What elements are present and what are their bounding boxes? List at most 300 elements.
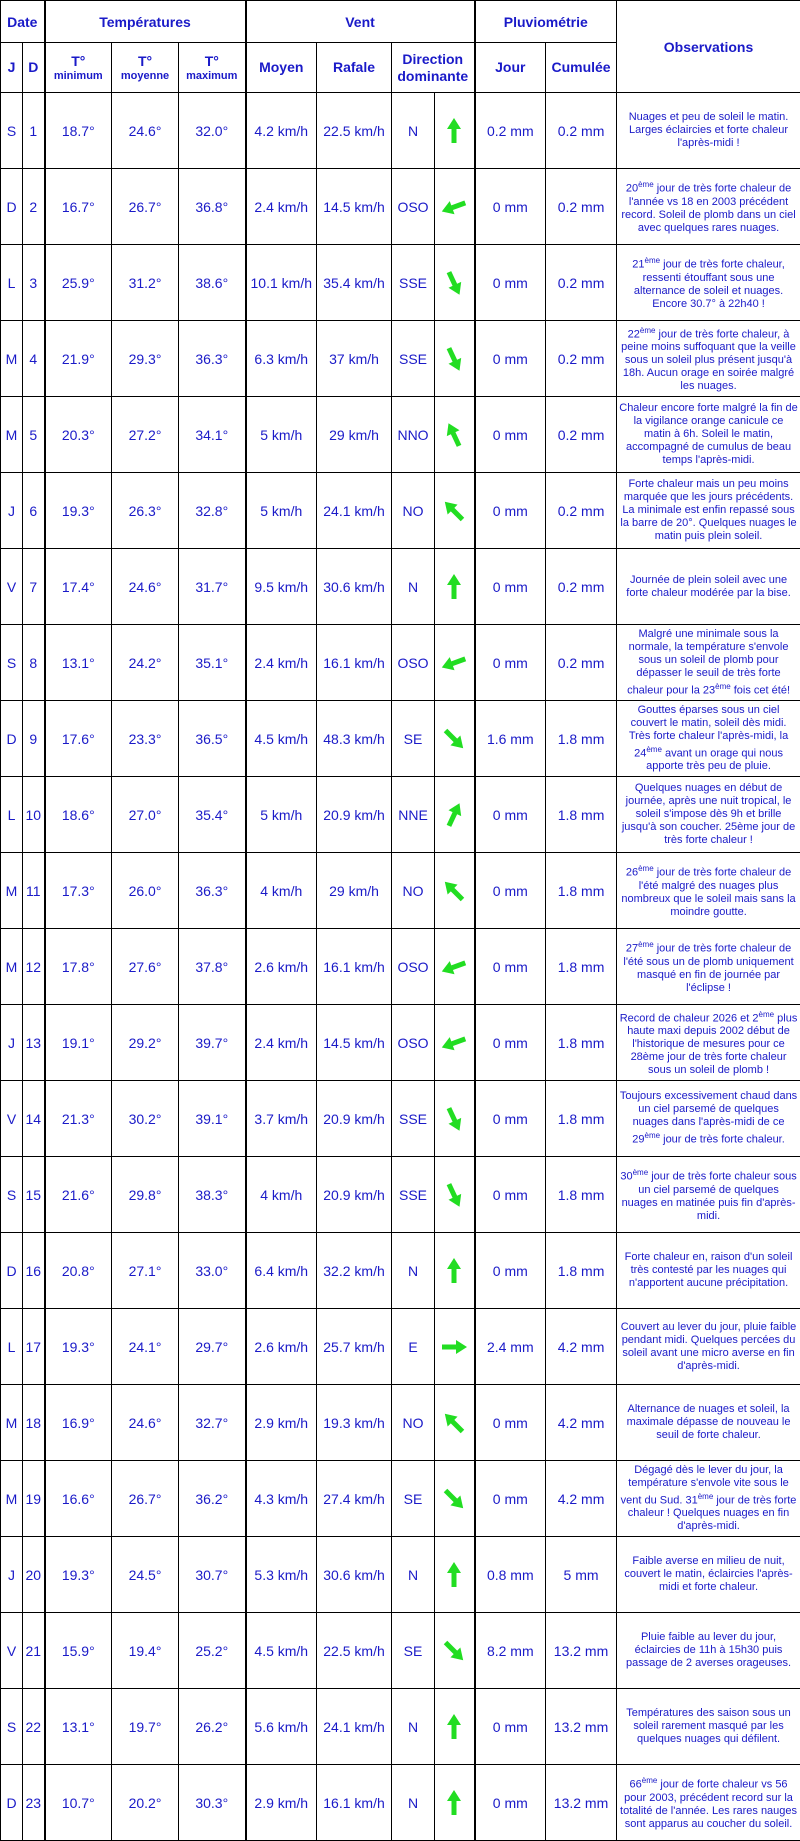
tmoy-cell: 27.2° — [112, 397, 179, 473]
observation-cell — [617, 1689, 800, 1765]
wind-arrow-icon — [439, 116, 469, 146]
rain-cumul-cell: 1.8 mm — [546, 1005, 617, 1081]
weekday-cell: M — [1, 929, 23, 1005]
wind-arrow-icon — [439, 1408, 469, 1438]
wind-avg-cell: 5.6 km/h — [246, 1689, 317, 1765]
rain-day-cell: 0 mm — [475, 245, 546, 321]
observation-cell — [617, 1233, 800, 1309]
rain-day-cell: 0 mm — [475, 321, 546, 397]
wind-arrow-cell — [435, 1765, 475, 1841]
observation-text-start: 26 — [626, 867, 638, 879]
wind-dir-cell: SSE — [392, 1081, 435, 1157]
observation-cell — [617, 929, 800, 1005]
ordinal-suffix: ème — [633, 1168, 649, 1177]
wind-gust-cell: 30.6 km/h — [317, 549, 392, 625]
tmin-cell: 16.6° — [45, 1461, 112, 1537]
header-temperatures: Températures — [45, 1, 246, 43]
observation-text-main: jour de très forte chaleur. — [660, 1134, 785, 1146]
header-tmax — [179, 43, 246, 93]
observation-text-start: Dégagé dès le lever du jour, la température s'envole vite sous le vent du Sud. 31 — [621, 1464, 789, 1507]
weekday-cell: M — [1, 853, 23, 929]
observation-cell — [617, 473, 800, 549]
observation-text — [619, 1690, 798, 1764]
wind-arrow-cell — [435, 701, 475, 777]
table-row — [1, 853, 800, 929]
observation-cell — [617, 549, 800, 625]
tmax-cell: 35.4° — [179, 777, 246, 853]
day-cell: 12 — [23, 929, 45, 1005]
wind-arrow-cell — [435, 1005, 475, 1081]
wind-dir-cell: N — [392, 1689, 435, 1765]
wind-gust-cell: 16.1 km/h — [317, 625, 392, 701]
observation-text — [619, 398, 798, 472]
weekday-cell: M — [1, 1461, 23, 1537]
wind-arrow-icon — [439, 1332, 469, 1362]
wind-dir-cell: N — [392, 1765, 435, 1841]
ordinal-suffix: ème — [645, 1131, 661, 1140]
rain-cumul-cell: 4.2 mm — [546, 1309, 617, 1385]
tmax-cell: 39.1° — [179, 1081, 246, 1157]
day-cell: 13 — [23, 1005, 45, 1081]
wind-gust-cell: 25.7 km/h — [317, 1309, 392, 1385]
tmoy-cell: 19.7° — [112, 1689, 179, 1765]
rain-day-cell: 0 mm — [475, 1081, 546, 1157]
observation-text-main: Forte chaleur en, raison d'un soleil très contesté par les nuages qui n'apportent aucune précipitation. — [625, 1251, 793, 1289]
tmax-cell: 38.3° — [179, 1157, 246, 1233]
tmax-cell: 36.2° — [179, 1461, 246, 1537]
wind-dir-cell: OSO — [392, 1005, 435, 1081]
observation-text-main: jour de forte chaleur vs 56 pour 2003, précédent record sur la totalité de l'année. Les rares nauges sont apparus au coucher du soleil. — [620, 1779, 797, 1830]
observation-text-main: jour de très forte chaleur ! Quelques nuages en fin d'après-midi. — [628, 1494, 797, 1532]
tmin-cell: 17.4° — [45, 549, 112, 625]
ordinal-suffix: ème — [638, 864, 654, 873]
wind-dir-cell: SE — [392, 1461, 435, 1537]
wind-avg-cell: 4 km/h — [246, 853, 317, 929]
tmoy-cell: 30.2° — [112, 1081, 179, 1157]
header-weekday: J — [1, 43, 23, 93]
observation-cell — [617, 321, 800, 397]
wind-dir-cell: NO — [392, 853, 435, 929]
wind-gust-cell: 14.5 km/h — [317, 169, 392, 245]
rain-day-cell: 0 mm — [475, 1765, 546, 1841]
wind-gust-cell: 14.5 km/h — [317, 1005, 392, 1081]
header-rain-cumul: Cumulée — [546, 43, 617, 93]
weekday-cell: M — [1, 1385, 23, 1461]
observation-text — [619, 1462, 798, 1536]
rain-day-cell: 0 mm — [475, 1157, 546, 1233]
tmin-cell: 17.6° — [45, 701, 112, 777]
table-row — [1, 1461, 800, 1537]
tmoy-cell: 19.4° — [112, 1613, 179, 1689]
day-cell: 23 — [23, 1765, 45, 1841]
weekday-cell: S — [1, 1689, 23, 1765]
tmax-cell: 26.2° — [179, 1689, 246, 1765]
wind-arrow-cell — [435, 1081, 475, 1157]
rain-cumul-cell: 13.2 mm — [546, 1689, 617, 1765]
wind-avg-cell: 4.3 km/h — [246, 1461, 317, 1537]
rain-day-cell: 0 mm — [475, 929, 546, 1005]
header-tmax-label: maximum — [179, 70, 245, 82]
observation-text — [619, 246, 798, 320]
wind-avg-cell: 3.7 km/h — [246, 1081, 317, 1157]
wind-avg-cell: 10.1 km/h — [246, 245, 317, 321]
wind-dir-cell: N — [392, 549, 435, 625]
observation-text-main: Couvert au lever du jour, pluie faible pendant midi. Quelques percées du soleil avant une micro averse en fin d'après-midi. — [621, 1321, 797, 1372]
wind-arrow-icon — [439, 572, 469, 602]
weekday-cell: S — [1, 1157, 23, 1233]
tmin-cell: 25.9° — [45, 245, 112, 321]
wind-dir-cell: NO — [392, 1385, 435, 1461]
table-row — [1, 321, 800, 397]
rain-cumul-cell: 13.2 mm — [546, 1765, 617, 1841]
observation-cell — [617, 701, 800, 777]
rain-cumul-cell: 0.2 mm — [546, 397, 617, 473]
tmin-cell: 21.6° — [45, 1157, 112, 1233]
wind-arrow-cell — [435, 1309, 475, 1385]
wind-avg-cell: 6.3 km/h — [246, 321, 317, 397]
rain-day-cell: 0 mm — [475, 625, 546, 701]
rain-cumul-cell: 1.8 mm — [546, 777, 617, 853]
observation-cell — [617, 1385, 800, 1461]
tmin-cell: 20.8° — [45, 1233, 112, 1309]
wind-avg-cell: 6.4 km/h — [246, 1233, 317, 1309]
wind-arrow-icon — [439, 1636, 469, 1666]
wind-arrow-icon — [439, 1256, 469, 1286]
observation-cell — [617, 1081, 800, 1157]
tmoy-cell: 26.7° — [112, 1461, 179, 1537]
wind-avg-cell: 5 km/h — [246, 777, 317, 853]
wind-arrow-cell — [435, 1537, 475, 1613]
wind-arrow-cell — [435, 321, 475, 397]
table-row — [1, 245, 800, 321]
wind-avg-cell: 2.4 km/h — [246, 1005, 317, 1081]
day-cell: 17 — [23, 1309, 45, 1385]
observation-text — [619, 322, 798, 396]
wind-dir-cell: SSE — [392, 321, 435, 397]
wind-gust-cell: 20.9 km/h — [317, 1157, 392, 1233]
rain-cumul-cell: 0.2 mm — [546, 625, 617, 701]
table-row — [1, 1157, 800, 1233]
observation-text — [619, 94, 798, 168]
wind-avg-cell: 2.6 km/h — [246, 1309, 317, 1385]
observation-text-main: fois cet été! — [731, 684, 790, 696]
observation-cell — [617, 853, 800, 929]
tmin-cell: 19.3° — [45, 1309, 112, 1385]
tmax-cell: 36.5° — [179, 701, 246, 777]
rain-cumul-cell: 4.2 mm — [546, 1385, 617, 1461]
day-cell: 10 — [23, 777, 45, 853]
observation-cell — [617, 1005, 800, 1081]
wind-dir-cell: N — [392, 93, 435, 169]
observation-text — [619, 550, 798, 624]
header-tmoy-symbol: T° — [138, 53, 152, 69]
wind-gust-cell: 29 km/h — [317, 853, 392, 929]
tmoy-cell: 24.2° — [112, 625, 179, 701]
wind-arrow-cell — [435, 1385, 475, 1461]
header-tmin-symbol: T° — [71, 53, 85, 69]
weekday-cell: V — [1, 549, 23, 625]
tmax-cell: 34.1° — [179, 397, 246, 473]
ordinal-suffix: ème — [698, 1492, 714, 1501]
wind-arrow-cell — [435, 93, 475, 169]
wind-arrow-cell — [435, 1613, 475, 1689]
tmoy-cell: 29.2° — [112, 1005, 179, 1081]
rain-cumul-cell: 0.2 mm — [546, 169, 617, 245]
tmax-cell: 36.8° — [179, 169, 246, 245]
tmax-cell: 25.2° — [179, 1613, 246, 1689]
tmax-cell: 32.0° — [179, 93, 246, 169]
observation-text — [619, 1006, 798, 1080]
rain-cumul-cell: 1.8 mm — [546, 701, 617, 777]
header-day: D — [23, 43, 45, 93]
table-row — [1, 169, 800, 245]
observation-text — [619, 1158, 798, 1232]
table-row — [1, 1081, 800, 1157]
wind-gust-cell: 22.5 km/h — [317, 1613, 392, 1689]
tmin-cell: 17.8° — [45, 929, 112, 1005]
tmax-cell: 32.8° — [179, 473, 246, 549]
day-cell: 5 — [23, 397, 45, 473]
observation-text — [619, 778, 798, 852]
wind-avg-cell: 9.5 km/h — [246, 549, 317, 625]
day-cell: 21 — [23, 1613, 45, 1689]
observation-text — [619, 930, 798, 1004]
rain-day-cell: 0 mm — [475, 549, 546, 625]
day-cell: 8 — [23, 625, 45, 701]
weekday-cell: M — [1, 397, 23, 473]
observation-text — [619, 474, 798, 548]
tmoy-cell: 27.6° — [112, 929, 179, 1005]
ordinal-suffix: ème — [638, 180, 654, 189]
ordinal-suffix: ème — [640, 326, 656, 335]
tmax-cell: 36.3° — [179, 321, 246, 397]
rain-cumul-cell: 0.2 mm — [546, 245, 617, 321]
wind-arrow-cell — [435, 1233, 475, 1309]
tmin-cell: 19.1° — [45, 1005, 112, 1081]
rain-cumul-cell: 1.8 mm — [546, 929, 617, 1005]
observation-cell — [617, 1537, 800, 1613]
day-cell: 14 — [23, 1081, 45, 1157]
tmin-cell: 20.3° — [45, 397, 112, 473]
observation-text — [619, 702, 798, 776]
wind-gust-cell: 48.3 km/h — [317, 701, 392, 777]
rain-day-cell: 0 mm — [475, 1005, 546, 1081]
table-row — [1, 1233, 800, 1309]
wind-arrow-icon — [439, 800, 469, 830]
rain-day-cell: 0 mm — [475, 853, 546, 929]
tmax-cell: 30.3° — [179, 1765, 246, 1841]
tmoy-cell: 27.0° — [112, 777, 179, 853]
wind-arrow-icon — [439, 1104, 469, 1134]
table-row — [1, 1613, 800, 1689]
wind-arrow-icon — [439, 1484, 469, 1514]
tmax-cell: 35.1° — [179, 625, 246, 701]
header-tmoy — [112, 43, 179, 93]
wind-dir-cell: NNO — [392, 397, 435, 473]
ordinal-suffix: ème — [638, 940, 654, 949]
tmin-cell: 10.7° — [45, 1765, 112, 1841]
weekday-cell: S — [1, 625, 23, 701]
tmoy-cell: 29.8° — [112, 1157, 179, 1233]
observation-cell — [617, 777, 800, 853]
wind-avg-cell: 2.4 km/h — [246, 169, 317, 245]
wind-gust-cell: 16.1 km/h — [317, 1765, 392, 1841]
wind-avg-cell: 2.9 km/h — [246, 1765, 317, 1841]
rain-cumul-cell: 1.8 mm — [546, 853, 617, 929]
tmoy-cell: 23.3° — [112, 701, 179, 777]
observation-text-main: Températures des saison sous un soleil rarement masqué par les quelques nuages qui défilent. — [626, 1707, 790, 1745]
tmin-cell: 19.3° — [45, 1537, 112, 1613]
tmax-cell: 37.8° — [179, 929, 246, 1005]
ordinal-suffix: ème — [645, 256, 661, 265]
observation-text-main: Quelques nuages en début de journée, après une nuit tropical, le soleil s'impose dès 9h et brille jusqu'à son coucher. 25ème jour de très forte chaleur ! — [622, 782, 795, 846]
wind-dir-cell: E — [392, 1309, 435, 1385]
wind-dir-cell: OSO — [392, 169, 435, 245]
wind-arrow-icon — [439, 344, 469, 374]
tmoy-cell: 26.7° — [112, 169, 179, 245]
wind-arrow-icon — [439, 268, 469, 298]
weekday-cell: L — [1, 1309, 23, 1385]
rain-day-cell: 2.4 mm — [475, 1309, 546, 1385]
rain-day-cell: 0 mm — [475, 1461, 546, 1537]
table-row — [1, 397, 800, 473]
day-cell: 19 — [23, 1461, 45, 1537]
tmin-cell: 18.6° — [45, 777, 112, 853]
observation-cell — [617, 1309, 800, 1385]
rain-day-cell: 0.2 mm — [475, 93, 546, 169]
tmoy-cell: 29.3° — [112, 321, 179, 397]
observation-text-main: jour de très forte chaleur de l'été malgré des nuages plus nombreux que le soleil mais sans la moindre goutte. — [621, 867, 795, 918]
table-row — [1, 1765, 800, 1841]
wind-dir-cell: N — [392, 1233, 435, 1309]
wind-arrow-icon — [439, 648, 469, 678]
rain-cumul-cell: 1.8 mm — [546, 1081, 617, 1157]
wind-gust-cell: 30.6 km/h — [317, 1537, 392, 1613]
ordinal-suffix: ème — [646, 745, 662, 754]
observation-text-start: Gouttes éparses sous un ciel couvert le matin, soleil dès midi. Très forte chaleur l'après-midi, la 24 — [629, 704, 788, 760]
wind-dir-cell: SE — [392, 701, 435, 777]
observation-text-main: plus haute maxi depuis 2002 début de l'historique de mesures pour ce 28ème jour de très forte chaleur sous un soleil de plomb ! — [627, 1012, 797, 1076]
weekday-cell: L — [1, 245, 23, 321]
wind-arrow-cell — [435, 473, 475, 549]
rain-day-cell: 0 mm — [475, 1689, 546, 1765]
observation-text-main: jour de très forte chaleur, ressenti étouffant sous une alternance de soleil et nuages. Encore 30.7° à 22h40 ! — [634, 259, 785, 310]
wind-arrow-icon — [439, 1560, 469, 1590]
day-cell: 7 — [23, 549, 45, 625]
wind-arrow-icon — [439, 496, 469, 526]
day-cell: 22 — [23, 1689, 45, 1765]
weekday-cell: D — [1, 701, 23, 777]
observation-cell — [617, 625, 800, 701]
header-tmax-symbol: T° — [205, 53, 219, 69]
wind-gust-cell: 16.1 km/h — [317, 929, 392, 1005]
wind-dir-cell: SE — [392, 1613, 435, 1689]
tmoy-cell: 24.6° — [112, 549, 179, 625]
observation-text — [619, 1082, 798, 1156]
tmin-cell: 16.7° — [45, 169, 112, 245]
wind-dir-cell: OSO — [392, 625, 435, 701]
wind-arrow-cell — [435, 1461, 475, 1537]
wind-arrow-cell — [435, 169, 475, 245]
ordinal-suffix: ème — [759, 1010, 775, 1019]
observation-cell — [617, 1461, 800, 1537]
weekday-cell: D — [1, 1233, 23, 1309]
day-cell: 11 — [23, 853, 45, 929]
header-wind-avg: Moyen — [246, 43, 317, 93]
rain-day-cell: 0 mm — [475, 473, 546, 549]
rain-cumul-cell: 5 mm — [546, 1537, 617, 1613]
table-row — [1, 929, 800, 1005]
day-cell: 9 — [23, 701, 45, 777]
rain-cumul-cell: 4.2 mm — [546, 1461, 617, 1537]
table-row — [1, 93, 800, 169]
wind-gust-cell: 24.1 km/h — [317, 473, 392, 549]
day-cell: 4 — [23, 321, 45, 397]
weekday-cell: J — [1, 473, 23, 549]
day-cell: 6 — [23, 473, 45, 549]
wind-arrow-cell — [435, 777, 475, 853]
tmoy-cell: 27.1° — [112, 1233, 179, 1309]
tmin-cell: 21.3° — [45, 1081, 112, 1157]
ordinal-suffix: ème — [642, 1776, 658, 1785]
wind-gust-cell: 32.2 km/h — [317, 1233, 392, 1309]
observation-cell — [617, 1613, 800, 1689]
day-cell: 3 — [23, 245, 45, 321]
rain-day-cell: 0 mm — [475, 1233, 546, 1309]
rain-day-cell: 8.2 mm — [475, 1613, 546, 1689]
rain-cumul-cell: 13.2 mm — [546, 1613, 617, 1689]
wind-gust-cell: 20.9 km/h — [317, 777, 392, 853]
observation-cell — [617, 169, 800, 245]
header-date: Date — [1, 1, 45, 43]
table-row — [1, 701, 800, 777]
tmoy-cell: 26.0° — [112, 853, 179, 929]
observation-text-main: Faible averse en milieu de nuit, couvert le matin, éclaircies l'après-midi et forte chaleur. — [624, 1555, 792, 1593]
table-body — [1, 93, 800, 1841]
wind-arrow-cell — [435, 625, 475, 701]
weekday-cell: S — [1, 93, 23, 169]
wind-avg-cell: 2.9 km/h — [246, 1385, 317, 1461]
wind-gust-cell: 35.4 km/h — [317, 245, 392, 321]
observation-text-main: Alternance de nuages et soleil, la maximale dépasse de nouveau le seuil de forte chaleur. — [627, 1403, 791, 1441]
wind-gust-cell: 29 km/h — [317, 397, 392, 473]
observation-text — [619, 1614, 798, 1688]
observation-text-start: Record de chaleur 2026 et 2 — [620, 1012, 759, 1024]
weekday-cell: V — [1, 1613, 23, 1689]
wind-arrow-cell — [435, 1689, 475, 1765]
weekday-cell: V — [1, 1081, 23, 1157]
wind-avg-cell: 2.6 km/h — [246, 929, 317, 1005]
table-row — [1, 1537, 800, 1613]
wind-avg-cell: 4.2 km/h — [246, 93, 317, 169]
observation-text — [619, 1538, 798, 1612]
day-cell: 20 — [23, 1537, 45, 1613]
observation-text-main: Journée de plein soleil avec une forte chaleur modérée par la bise. — [626, 574, 790, 599]
table-row — [1, 1385, 800, 1461]
wind-arrow-icon — [439, 1180, 469, 1210]
wind-arrow-cell — [435, 929, 475, 1005]
observation-text — [619, 1310, 798, 1384]
weekday-cell: J — [1, 1537, 23, 1613]
tmoy-cell: 26.3° — [112, 473, 179, 549]
tmax-cell: 36.3° — [179, 853, 246, 929]
observation-cell — [617, 93, 800, 169]
observation-cell — [617, 1157, 800, 1233]
observation-text — [619, 1386, 798, 1460]
header-tmin-label: minimum — [46, 70, 112, 82]
header-vent: Vent — [246, 1, 475, 43]
tmin-cell: 21.9° — [45, 321, 112, 397]
